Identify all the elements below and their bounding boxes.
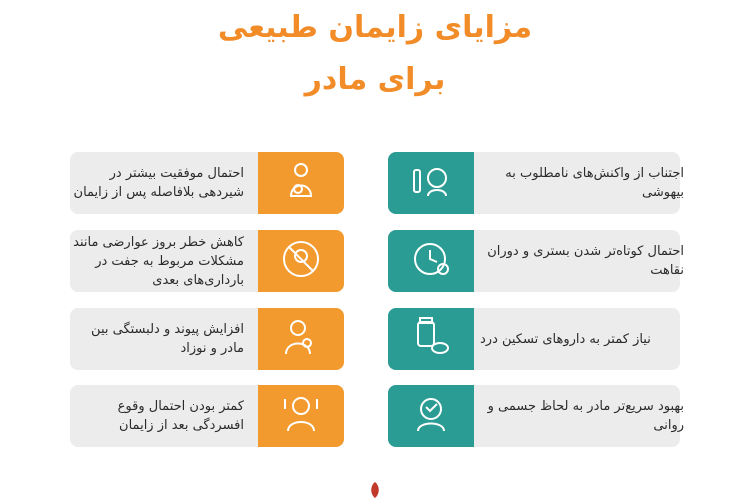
clock-recovery-icon	[406, 234, 456, 288]
icon-panel	[388, 152, 474, 214]
icon-panel	[258, 385, 344, 447]
benefit-card-breastfeeding	[70, 152, 344, 214]
benefit-card-recovery	[388, 230, 684, 292]
icon-panel	[258, 230, 344, 292]
benefit-text: افزایش پیوند و دلبستگی بین مادر و نوزاد	[91, 322, 244, 356]
benefit-text: احتمال کوتاه‌تر شدن بستری و دوران نقاهت	[487, 244, 684, 278]
benefit-text: نیاز کمتر به داروهای تسکین درد	[480, 331, 651, 347]
icon-panel	[258, 308, 344, 370]
icon-panel	[388, 308, 474, 370]
mind-health-icon	[406, 389, 456, 443]
page-title: مزایای زایمان طبیعی	[217, 10, 533, 45]
benefit-text: بهبود سریع‌تر مادر به لحاظ جسمی و روانی	[487, 399, 684, 433]
benefit-card-painkillers	[388, 308, 680, 370]
benefit-text: کمتر بودن احتمال وقوع افسردگی بعد از زایمان	[117, 399, 244, 433]
icon-panel	[258, 152, 344, 214]
benefit-card-quick-recovery	[388, 385, 684, 447]
breastfeeding-icon	[276, 156, 326, 210]
benefit-text: احتمال موفقیت بیشتر در شیردهی بلافاصله پس از زایمان	[73, 166, 244, 200]
benefit-card-anesthesia	[388, 152, 684, 214]
mother-baby-icon	[276, 312, 326, 366]
page-subtitle	[0, 62, 750, 97]
benefit-card-depression	[70, 385, 344, 447]
placenta-no-icon	[276, 234, 326, 288]
anesthesia-icon	[406, 156, 456, 210]
benefit-text: کاهش خطر بروز عوارضی مانند مشکلات مربوط به جفت در بارداری‌های بعدی	[73, 234, 244, 288]
emblem-logo-icon	[360, 480, 390, 500]
benefit-text: اجتناب از واکنش‌های نامطلوب به بیهوشی	[505, 166, 684, 200]
sad-mother-icon	[276, 389, 326, 443]
icon-panel	[388, 385, 474, 447]
benefit-card-bonding	[70, 308, 344, 370]
benefit-card-placenta	[70, 230, 344, 292]
subtitle-part1: برای	[377, 62, 446, 97]
subtitle-part2: مادر	[304, 62, 368, 97]
pills-icon	[406, 312, 456, 366]
icon-panel	[388, 230, 474, 292]
